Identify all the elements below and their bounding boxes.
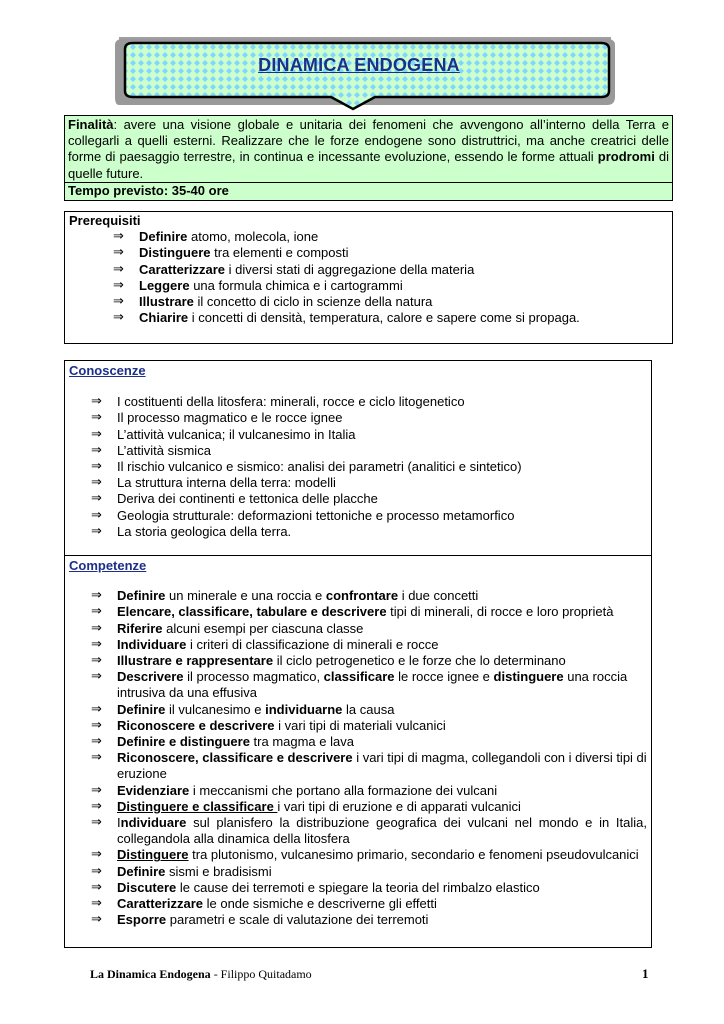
item-text: atomo, molecola, ione <box>187 229 319 245</box>
arrow-icon: ⇒ <box>91 815 102 831</box>
item-text: I <box>117 815 121 831</box>
list-item <box>91 604 647 620</box>
item-text: i concetti di densità, temperatura, calore e sapere come si propaga. <box>188 310 580 326</box>
item-text: tra elementi e composti <box>210 245 349 261</box>
arrow-icon: ⇒ <box>91 507 102 523</box>
arrow-icon: ⇒ <box>113 294 124 310</box>
arrow-icon: ⇒ <box>91 847 102 863</box>
item-text: una formula chimica e i cartogrammi <box>189 277 403 293</box>
list-item <box>91 491 647 507</box>
tempo-previsto: Tempo previsto: 35-40 ore <box>65 182 672 200</box>
item-text: L’attività vulcanica; il vulcanesimo in Italia <box>117 426 356 442</box>
item-text: la causa <box>342 701 395 717</box>
list-item <box>91 621 647 637</box>
item-text: il vulcanesimo e <box>165 701 266 717</box>
arrow-icon: ⇒ <box>91 491 102 507</box>
item-text: il ciclo petrogenetico e le forze che lo determinano <box>273 653 566 669</box>
list-item <box>91 783 647 799</box>
item-verb: Definire <box>139 229 188 245</box>
list-item <box>91 864 647 880</box>
item-verb: Riconoscere, classificare e descrivere <box>117 750 353 766</box>
item-verb: Definire <box>117 588 166 604</box>
item-text: La struttura interna della terra: modelli <box>117 475 336 491</box>
prerequisiti-box <box>64 211 673 344</box>
list-item <box>113 278 668 294</box>
item-verb: Chiarire <box>139 310 189 326</box>
arrow-icon: ⇒ <box>91 669 102 685</box>
item-text: I costituenti della litosfera: minerali, rocce e ciclo litogenetico <box>117 394 465 410</box>
item-verb: Distinguere <box>117 847 189 863</box>
list-item <box>113 310 668 326</box>
item-verb: Descrivere <box>117 669 184 685</box>
list-item <box>113 229 668 245</box>
item-verb: Leggere <box>139 277 190 293</box>
arrow-icon: ⇒ <box>91 523 102 539</box>
prerequisiti-heading: Prerequisiti <box>69 213 141 228</box>
item-verb: Distinguere e classificare <box>117 798 278 814</box>
list-item <box>91 475 647 491</box>
arrow-icon: ⇒ <box>91 426 102 442</box>
list-item <box>91 799 647 815</box>
item-text: un minerale e una roccia e <box>165 588 326 604</box>
arrow-icon: ⇒ <box>113 277 124 293</box>
arrow-icon: ⇒ <box>91 588 102 604</box>
item-verb: classificare <box>323 669 395 685</box>
item-text: le rocce ignee e <box>394 669 494 685</box>
finalita-label: Finalità <box>68 117 114 132</box>
list-item <box>91 459 647 475</box>
item-text: i vari tipi di materiali vulcanici <box>274 717 446 733</box>
item-verb: Discutere <box>117 879 177 895</box>
page-number: 1 <box>642 966 649 981</box>
list-item <box>113 245 668 261</box>
item-verb: distinguere <box>493 669 564 685</box>
list-item <box>91 508 647 524</box>
item-text: i vari tipi di magma, collegandoli con i diversi tipi di eruzione <box>117 750 647 782</box>
item-verb: Definire <box>117 863 166 879</box>
item-text: parametri e scale di valutazione dei terremoti <box>166 912 429 928</box>
list-item <box>91 702 647 718</box>
arrow-icon: ⇒ <box>91 717 102 733</box>
item-verb: Definire <box>117 701 166 717</box>
item-verb: individuarne <box>265 701 343 717</box>
item-text: sul planisfero la distribuzione geografica dei vulcani nel mondo e in Italia, collegandola alla dinamica della litosfera <box>117 815 647 847</box>
list-item <box>91 394 647 410</box>
item-text: le cause dei terremoti e spiegare la teoria del rimbalzo elastico <box>176 879 540 895</box>
list-item <box>91 880 647 896</box>
arrow-icon: ⇒ <box>91 879 102 895</box>
list-item <box>91 815 647 847</box>
competenze-section <box>65 556 651 930</box>
item-verb: Illustrare e rappresentare <box>117 653 274 669</box>
arrow-icon: ⇒ <box>91 896 102 912</box>
footer-author: - Filippo Quitadamo <box>210 967 312 981</box>
item-verb: Esporre <box>117 912 167 928</box>
item-text: Il rischio vulcanico e sismico: analisi dei parametri (analitici e sintetico) <box>117 459 522 475</box>
list-item <box>91 443 647 459</box>
arrow-icon: ⇒ <box>91 442 102 458</box>
list-item <box>91 750 647 782</box>
item-verb: confrontare <box>325 588 399 604</box>
arrow-icon: ⇒ <box>91 459 102 475</box>
list-item <box>91 669 647 701</box>
page-title: DINAMICA ENDOGENA <box>258 55 460 75</box>
item-verb: Caratterizzare <box>139 261 225 277</box>
list-item <box>91 653 647 669</box>
arrow-icon: ⇒ <box>113 245 124 261</box>
item-verb: Riconoscere e descrivere <box>117 717 275 733</box>
item-text: Il processo magmatico e le rocce ignee <box>117 410 343 426</box>
item-text: i due concetti <box>398 588 479 604</box>
item-verb: Definire e distinguere <box>117 734 250 750</box>
list-item <box>91 427 647 443</box>
item-text: tipi di minerali, di rocce e loro proprietà <box>386 604 614 620</box>
arrow-icon: ⇒ <box>91 734 102 750</box>
item-text: alcuni esempi per ciascuna classe <box>162 620 364 636</box>
competenze-heading: Competenze <box>69 558 147 573</box>
item-text: i meccanismi che portano alla formazione dei vulcani <box>189 782 498 798</box>
arrow-icon: ⇒ <box>91 620 102 636</box>
item-text: La storia geologica della terra. <box>117 523 292 539</box>
item-verb: Caratterizzare <box>117 896 203 912</box>
item-text: i criteri di classificazione di minerali e rocce <box>186 636 439 652</box>
arrow-icon: ⇒ <box>113 229 124 245</box>
item-text: Geologia strutturale: deformazioni tettoniche e processo metamorfico <box>117 507 515 523</box>
arrow-icon: ⇒ <box>91 782 102 798</box>
list-item <box>91 637 647 653</box>
page-footer <box>90 967 312 982</box>
item-verb: Riferire <box>117 620 163 636</box>
item-verb: Evidenziare <box>117 782 190 798</box>
list-item <box>113 262 668 278</box>
conoscenze-heading: Conoscenze <box>69 363 146 378</box>
item-text: tra plutonismo, vulcanesimo primario, secondario e fenomeni pseudovulcanici <box>188 847 639 863</box>
item-verb: ndividuare <box>120 815 187 831</box>
list-item <box>91 588 647 604</box>
arrow-icon: ⇒ <box>91 410 102 426</box>
item-verb: Elencare, classificare, tabulare e descrivere <box>117 604 387 620</box>
item-text: sismi e bradisismi <box>165 863 272 879</box>
item-text: il processo magmatico, <box>183 669 324 685</box>
item-text: tra magma e lava <box>249 734 354 750</box>
finalita-box <box>64 115 673 201</box>
list-item <box>91 896 647 912</box>
arrow-icon: ⇒ <box>91 394 102 410</box>
list-item <box>91 410 647 426</box>
conoscenze-competenze-box <box>64 360 652 948</box>
list-item <box>91 524 647 540</box>
arrow-icon: ⇒ <box>113 261 124 277</box>
list-item <box>91 847 647 863</box>
item-text: i diversi stati di aggregazione della materia <box>225 261 475 277</box>
finalita-bold-word: prodromi <box>597 149 655 165</box>
arrow-icon: ⇒ <box>113 310 124 326</box>
conoscenze-section <box>65 361 651 556</box>
item-verb: Illustrare <box>139 294 194 310</box>
footer-title: La Dinamica Endogena <box>90 967 211 981</box>
arrow-icon: ⇒ <box>91 798 102 814</box>
item-verb: Distinguere <box>139 245 211 261</box>
finalita-text-part2: di quelle future. <box>68 149 669 181</box>
arrow-icon: ⇒ <box>91 475 102 491</box>
arrow-icon: ⇒ <box>91 863 102 879</box>
conoscenze-list <box>69 394 647 540</box>
item-text: Deriva dei continenti e tettonica delle placche <box>117 491 378 507</box>
arrow-icon: ⇒ <box>91 701 102 717</box>
list-item <box>91 718 647 734</box>
prerequisiti-list <box>69 229 668 326</box>
item-text: il concetto di ciclo in scienze della natura <box>193 294 433 310</box>
item-text: L’attività sismica <box>117 442 211 458</box>
arrow-icon: ⇒ <box>91 750 102 766</box>
item-text: le onde sismiche e descriverne gli effetti <box>203 896 437 912</box>
item-verb: Individuare <box>117 636 187 652</box>
item-text: una roccia intrusiva da una effusiva <box>117 669 628 701</box>
competenze-list <box>69 588 647 928</box>
arrow-icon: ⇒ <box>91 604 102 620</box>
finalita-text-part1: : avere una visione globale e unitaria dei fenomeni che avvengono all’interno della Terra e collegarli a quelli esterni. Realizzare che le forze endogene sono distruttrici, ma anche creatrici delle forme di paesaggio terrestre, in continua e incessante evoluzione, essendo le forme attuali <box>68 117 669 165</box>
title-banner <box>113 35 618 115</box>
arrow-icon: ⇒ <box>91 912 102 928</box>
item-text: i vari tipi di eruzione e di apparati vulcanici <box>277 798 521 814</box>
arrow-icon: ⇒ <box>91 653 102 669</box>
arrow-icon: ⇒ <box>91 636 102 652</box>
list-item <box>113 294 668 310</box>
list-item <box>91 912 647 928</box>
finalita-text <box>65 116 672 182</box>
list-item <box>91 734 647 750</box>
